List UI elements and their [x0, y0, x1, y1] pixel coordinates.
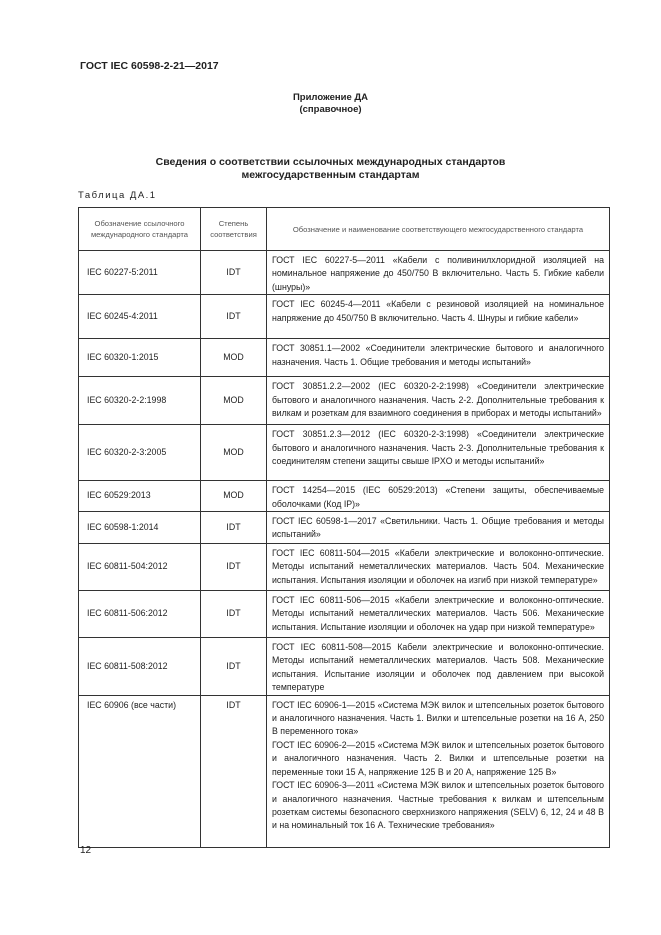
degree-cell: MOD [201, 425, 267, 481]
page-number: 12 [80, 845, 92, 856]
table-row [79, 695, 610, 847]
standard-cell: ГОСТ IEC 60811-504—2015 «Кабели электрические и волоконно-оптические. Методы испытаний неметаллических материалов. Часть 504. Механические испытания. Испытания изоляции и оболочек на изгиб при низкой температуре» [267, 544, 610, 591]
standard-cell: ГОСТ IEC 60245-4—2011 «Кабели с резиновой изоляцией на номинальное напряжение до 450/750 В включительно. Часть 4. Шнуры и гибкие кабели» [267, 295, 610, 339]
section-title [0, 156, 661, 182]
table-header-row [79, 208, 610, 251]
degree-cell: IDT [201, 544, 267, 591]
appendix-title: Приложение ДА [292, 92, 369, 103]
ref-cell: IEC 60906 (все части) [79, 695, 201, 847]
ref-cell: IEC 60320-2-2:1998 [79, 377, 201, 425]
ref-cell: IEC 60811-508:2012 [79, 638, 201, 696]
ref-cell: IEC 60227-5:2011 [79, 251, 201, 295]
degree-cell: IDT [201, 295, 267, 339]
degree-cell: MOD [201, 481, 267, 512]
ref-cell: IEC 60320-2-3:2005 [79, 425, 201, 481]
standard-cell: ГОСТ 30851.1—2002 «Соединители электрические бытового и аналогичного назначения. Часть 1. Общие требования и методы испытаний» [267, 339, 610, 377]
header-degree: Степень соответствия [201, 208, 267, 251]
standard-cell: ГОСТ IEC 60227-5—2011 «Кабели с поливинилхлоридной изоляцией на номинальное напряжение до 450/750 В включительно. Часть 5. Гибкие кабели (шнуры)» [267, 251, 610, 295]
header-standard: Обозначение и наименование соответствующего межгосударственного стандарта [267, 208, 610, 251]
degree-cell: IDT [201, 695, 267, 847]
section-title-line: Сведения о соответствии ссылочных международных стандартов [155, 156, 506, 168]
header-ref: Обозначение ссылочного международного стандарта [79, 208, 201, 251]
ref-cell: IEC 60529:2013 [79, 481, 201, 512]
table-row [79, 544, 610, 591]
standard-cell: ГОСТ IEC 60598-1—2017 «Светильники. Часть 1. Общие требования и методы испытаний» [267, 512, 610, 544]
table-row [79, 425, 610, 481]
ref-cell: IEC 60811-504:2012 [79, 544, 201, 591]
degree-cell: IDT [201, 638, 267, 696]
standard-cell: ГОСТ IEC 60811-508—2015 Кабели электрические и волоконно-оптические. Методы испытаний неметаллических материалов. Часть 508. Механические испытания. Испытание изоляции и оболочек под давлением при высокой температуре [267, 638, 610, 696]
degree-cell: MOD [201, 377, 267, 425]
standard-cell: ГОСТ 14254—2015 (IEC 60529:2013) «Степени защиты, обеспечиваемые оболочками (Код IP)» [267, 481, 610, 512]
table-label: Таблица ДА.1 [78, 190, 157, 201]
standard-cell: ГОСТ IEC 60811-506—2015 «Кабели электрические и волоконно-оптические. Методы испытаний неметаллических материалов. Часть 506. Механические испытания. Испытание изоляции и оболочек на удар при низкой температуре» [267, 591, 610, 638]
table-row [79, 339, 610, 377]
standard-cell: ГОСТ 30851.2.3—2012 (IEC 60320-2-3:1998) «Соединители электрические бытового и аналогичного назначения. Часть 2-3. Дополнительные требования к соединителям степени защиты свыше IPXO и методы испытаний» [267, 425, 610, 481]
section-title-line: межгосударственным стандартам [241, 169, 420, 181]
table-row [79, 481, 610, 512]
standard-cell [267, 695, 610, 847]
table-row [79, 295, 610, 339]
document-header: ГОСТ IEC 60598-2-21—2017 [80, 60, 219, 72]
degree-cell: IDT [201, 251, 267, 295]
table-row [79, 591, 610, 638]
table-row [79, 638, 610, 696]
table-row [79, 251, 610, 295]
correspondence-table [78, 207, 610, 848]
standard-entry: ГОСТ IEC 60906-3—2011 «Система МЭК вилок и штепсельных розеток бытового и аналогичного назначения. Частные требования к вилкам и штепсельным розеткам системы безопасного сверхнизкого напряжения (SELV) 6, 12, 24 и 48 В и на номинальный ток 16 А. Технические требования» [272, 780, 604, 831]
appendix-subtitle: (справочное) [299, 104, 362, 115]
ref-cell: IEC 60598-1:2014 [79, 512, 201, 544]
ref-cell: IEC 60811-506:2012 [79, 591, 201, 638]
appendix-heading [0, 92, 661, 116]
degree-cell: MOD [201, 339, 267, 377]
standard-entry: ГОСТ IEC 60906-2—2015 «Система МЭК вилок и штепсельных розеток бытового и аналогичного назначения. Часть 2. Вилки и штепсельные розетки на переменные токи 15 А, напряжение 125 В и 20 А, напряжение 125 В» [272, 739, 604, 777]
table-row [79, 377, 610, 425]
standard-cell: ГОСТ 30851.2.2—2002 (IEC 60320-2-2:1998) «Соединители электрические бытового и аналогичного назначения. Часть 2-2. Дополнительные требования к вилкам и розеткам для взаимного соединения в приборах и методы испытаний» [267, 377, 610, 425]
degree-cell: IDT [201, 591, 267, 638]
standard-entry: ГОСТ IEC 60906-1—2015 «Система МЭК вилок и штепсельных розеток бытового и аналогичного назначения. Часть 1. Вилки и штепсельные розетки на 16 А, 250 В переменного тока» [272, 699, 604, 737]
ref-cell: IEC 60320-1:2015 [79, 339, 201, 377]
ref-cell: IEC 60245-4:2011 [79, 295, 201, 339]
table-row [79, 512, 610, 544]
degree-cell: IDT [201, 512, 267, 544]
